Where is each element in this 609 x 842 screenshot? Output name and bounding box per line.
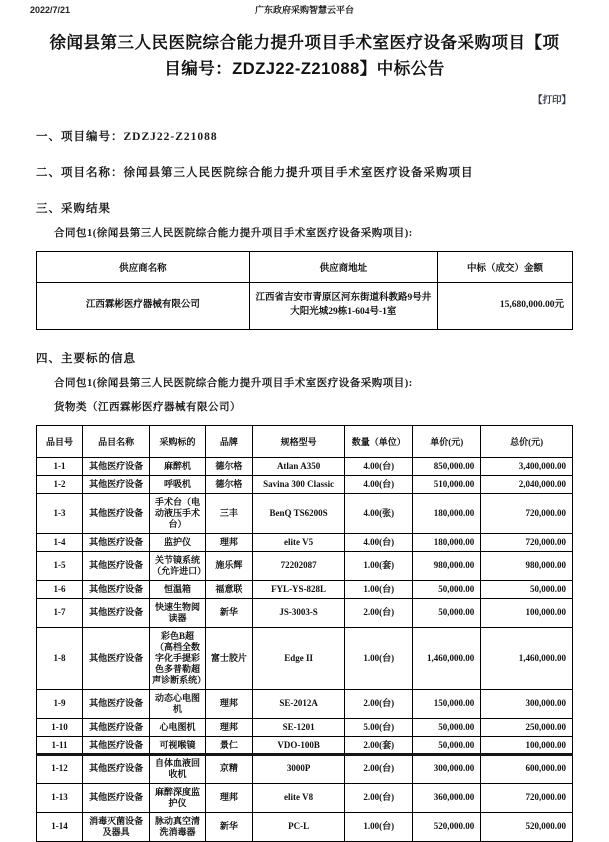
- page-title: 徐闻县第三人民医院综合能力提升项目手术室医疗设备采购项目【项目编号：ZDZJ22-Z21088】中标公告: [49, 34, 560, 78]
- table-cell: 15,680,000.00元: [437, 283, 572, 330]
- table-cell: 其他医疗设备: [83, 718, 150, 736]
- table-cell: 520,000.00: [481, 812, 573, 841]
- table-cell: 100,000.00: [481, 598, 573, 627]
- table-row: [37, 598, 573, 627]
- table-row: [37, 783, 573, 812]
- table-cell: 72202087: [252, 551, 344, 580]
- column-header: 品目名称: [83, 425, 150, 457]
- table-cell: 4.00(张): [345, 493, 413, 533]
- section-main-subject-info: 四、主要标的信息: [36, 352, 136, 365]
- section-project-number: 一、项目编号：ZDZJ22-Z21088: [36, 131, 218, 144]
- table-cell: 江西霖彬医疗器械有限公司: [37, 283, 250, 330]
- table-cell: 景仁: [205, 736, 252, 754]
- table-cell: 2.00(台): [345, 689, 413, 718]
- table-cell: SE-1201: [252, 718, 344, 736]
- table-cell: 理邦: [205, 689, 252, 718]
- table-row: [37, 493, 573, 533]
- print-date: 2022/7/21: [30, 4, 71, 15]
- table-cell: 1-10: [37, 718, 83, 736]
- table-cell: 理邦: [205, 783, 252, 812]
- table-cell: 其他医疗设备: [83, 754, 150, 783]
- table-cell: 呼吸机: [150, 475, 206, 493]
- table-cell: 脉动真空清洗消毒器: [150, 812, 206, 841]
- table-cell: 1,460,000.00: [413, 627, 481, 689]
- table-cell: 手术台（电动液压手术台）: [150, 493, 206, 533]
- column-header: 采购标的: [150, 425, 206, 457]
- table-cell: 京精: [205, 754, 252, 783]
- table-cell: 其他医疗设备: [83, 533, 150, 551]
- table-cell: 关节镜系统（允许进口）: [150, 551, 206, 580]
- table-cell: 3000P: [252, 754, 344, 783]
- table-cell: 720,000.00: [481, 493, 573, 533]
- table-row: [37, 627, 573, 689]
- table-cell: SE-2012A: [252, 689, 344, 718]
- table-cell: 动态心电图机: [150, 689, 206, 718]
- table-cell: 彩色B超（高档全数字化手提彩色多普勒超声诊断系统）: [150, 627, 206, 689]
- table-cell: 理邦: [205, 718, 252, 736]
- page-bottom-cut-line: [36, 753, 573, 756]
- table-cell: 其他医疗设备: [83, 783, 150, 812]
- table-cell: 1.00(台): [345, 627, 413, 689]
- table-cell: 快速生物阅读器: [150, 598, 206, 627]
- supplier-table: [36, 251, 573, 330]
- table-cell: 理邦: [205, 533, 252, 551]
- table-cell: 150,000.00: [413, 689, 481, 718]
- table-cell: 麻醉机: [150, 457, 206, 475]
- table-cell: 1-14: [37, 812, 83, 841]
- table-row: [37, 580, 573, 598]
- table-cell: 180,000.00: [413, 533, 481, 551]
- column-header: 品目号: [37, 425, 83, 457]
- table-cell: 1-3: [37, 493, 83, 533]
- print-button-row: [38, 90, 571, 108]
- table-cell: elite V5: [252, 533, 344, 551]
- table-cell: 消毒灭菌设备及器具: [83, 812, 150, 841]
- table-cell: 其他医疗设备: [83, 598, 150, 627]
- table-cell: 福意联: [205, 580, 252, 598]
- table-cell: Edge II: [252, 627, 344, 689]
- items-table: [36, 425, 573, 842]
- table-cell: 2,040,000.00: [481, 475, 573, 493]
- table-row: [37, 475, 573, 493]
- table-cell: 麻醉深度监护仪: [150, 783, 206, 812]
- column-header: 总价(元): [481, 425, 573, 457]
- table-cell: 50,000.00: [413, 580, 481, 598]
- table-cell: 510,000.00: [413, 475, 481, 493]
- site-name: 广东政府采购智慧云平台: [254, 5, 354, 15]
- table-cell: 施乐辉: [205, 551, 252, 580]
- table-cell: 2.00(台): [345, 754, 413, 783]
- table-cell: 其他医疗设备: [83, 493, 150, 533]
- table-cell: 1-8: [37, 627, 83, 689]
- table-cell: 300,000.00: [413, 754, 481, 783]
- table-row: [37, 754, 573, 783]
- table-cell: elite V8: [252, 783, 344, 812]
- table-cell: FYL-YS-828L: [252, 580, 344, 598]
- table-cell: 1-1: [37, 457, 83, 475]
- table-cell: 1,460,000.00: [481, 627, 573, 689]
- table-cell: 100,000.00: [481, 736, 573, 754]
- table-cell: 980,000.00: [413, 551, 481, 580]
- print-button[interactable]: 【打印】: [532, 96, 571, 107]
- table-cell: PC-L: [252, 812, 344, 841]
- result-package-label: 合同包1(徐闻县第三人民医院综合能力提升项目手术室医疗设备采购项目):: [54, 228, 413, 240]
- table-cell: 其他医疗设备: [83, 736, 150, 754]
- table-header-row: [37, 252, 573, 283]
- table-row: [37, 457, 573, 475]
- table-cell: 其他医疗设备: [83, 689, 150, 718]
- table-cell: Atlan A350: [252, 457, 344, 475]
- table-cell: 50,000.00: [413, 718, 481, 736]
- table-cell: 4.00(台): [345, 475, 413, 493]
- table-cell: 300,000.00: [481, 689, 573, 718]
- column-header: 规格型号: [252, 425, 344, 457]
- table-header-row: [37, 425, 573, 457]
- table-cell: 980,000.00: [481, 551, 573, 580]
- table-cell: 720,000.00: [481, 533, 573, 551]
- table-cell: 50,000.00: [481, 580, 573, 598]
- table-cell: 1-7: [37, 598, 83, 627]
- table-cell: 新华: [205, 812, 252, 841]
- table-cell: 1-11: [37, 736, 83, 754]
- table-cell: JS-3003-S: [252, 598, 344, 627]
- column-header: 供应商名称: [37, 252, 250, 283]
- table-cell: 1.00(台): [345, 580, 413, 598]
- table-row: [37, 551, 573, 580]
- table-cell: 180,000.00: [413, 493, 481, 533]
- table-cell: Savina 300 Classic: [252, 475, 344, 493]
- table-cell: 可视喉镜: [150, 736, 206, 754]
- table-cell: 360,000.00: [413, 783, 481, 812]
- table-cell: 监护仪: [150, 533, 206, 551]
- table-cell: 1-13: [37, 783, 83, 812]
- table-cell: 其他医疗设备: [83, 580, 150, 598]
- table-cell: 850,000.00: [413, 457, 481, 475]
- table-cell: 1-9: [37, 689, 83, 718]
- table-cell: 1-5: [37, 551, 83, 580]
- table-cell: 520,000.00: [413, 812, 481, 841]
- table-row: [37, 283, 573, 330]
- table-cell: 2.00(套): [345, 736, 413, 754]
- column-header: 单价(元): [413, 425, 481, 457]
- table-cell: 600,000.00: [481, 754, 573, 783]
- table-cell: 三丰: [205, 493, 252, 533]
- table-cell: 德尔格: [205, 475, 252, 493]
- table-cell: 其他医疗设备: [83, 627, 150, 689]
- table-row: [37, 718, 573, 736]
- table-cell: 1-2: [37, 475, 83, 493]
- table-cell: 50,000.00: [413, 736, 481, 754]
- table-row: [37, 812, 573, 841]
- table-cell: 其他医疗设备: [83, 457, 150, 475]
- table-cell: 1-4: [37, 533, 83, 551]
- table-cell: 新华: [205, 598, 252, 627]
- table-cell: 720,000.00: [481, 783, 573, 812]
- subject-package-label: 合同包1(徐闻县第三人民医院综合能力提升项目手术室医疗设备采购项目):: [54, 377, 413, 389]
- section-procurement-result: 三、采购结果: [36, 203, 111, 216]
- column-header: 中标（成交）金额: [437, 252, 572, 283]
- table-cell: 250,000.00: [481, 718, 573, 736]
- table-cell: 1.00(套): [345, 551, 413, 580]
- table-cell: 3,400,000.00: [481, 457, 573, 475]
- table-cell: 其他医疗设备: [83, 475, 150, 493]
- table-cell: 江西省吉安市青原区河东街道科教路9号井大阳光城29栋1-604号-1室: [249, 283, 437, 330]
- table-cell: 自体血液回收机: [150, 754, 206, 783]
- column-header: 数量（单位）: [345, 425, 413, 457]
- table-row: [37, 533, 573, 551]
- table-cell: VDO-100B: [252, 736, 344, 754]
- table-cell: 1.00(台): [345, 812, 413, 841]
- table-cell: 4.00(台): [345, 457, 413, 475]
- print-preview-header: [30, 0, 573, 16]
- table-cell: 其他医疗设备: [83, 551, 150, 580]
- table-cell: 4.00(台): [345, 533, 413, 551]
- section-project-name: 二、项目名称：徐闻县第三人民医院综合能力提升项目手术室医疗设备采购项目: [36, 167, 474, 180]
- table-cell: 1-6: [37, 580, 83, 598]
- table-cell: 1-12: [37, 754, 83, 783]
- table-cell: BenQ TS6200S: [252, 493, 344, 533]
- table-cell: 德尔格: [205, 457, 252, 475]
- subject-category-label: 货物类（江西霖彬医疗器械有限公司）: [54, 401, 241, 413]
- table-row: [37, 736, 573, 754]
- table-cell: 2.00(台): [345, 598, 413, 627]
- table-cell: 恒温箱: [150, 580, 206, 598]
- table-cell: 5.00(台): [345, 718, 413, 736]
- table-cell: 心电图机: [150, 718, 206, 736]
- table-row: [37, 689, 573, 718]
- table-cell: 富士胶片: [205, 627, 252, 689]
- table-cell: 50,000.00: [413, 598, 481, 627]
- table-cell: 2.00(台): [345, 783, 413, 812]
- column-header: 品牌: [205, 425, 252, 457]
- column-header: 供应商地址: [249, 252, 437, 283]
